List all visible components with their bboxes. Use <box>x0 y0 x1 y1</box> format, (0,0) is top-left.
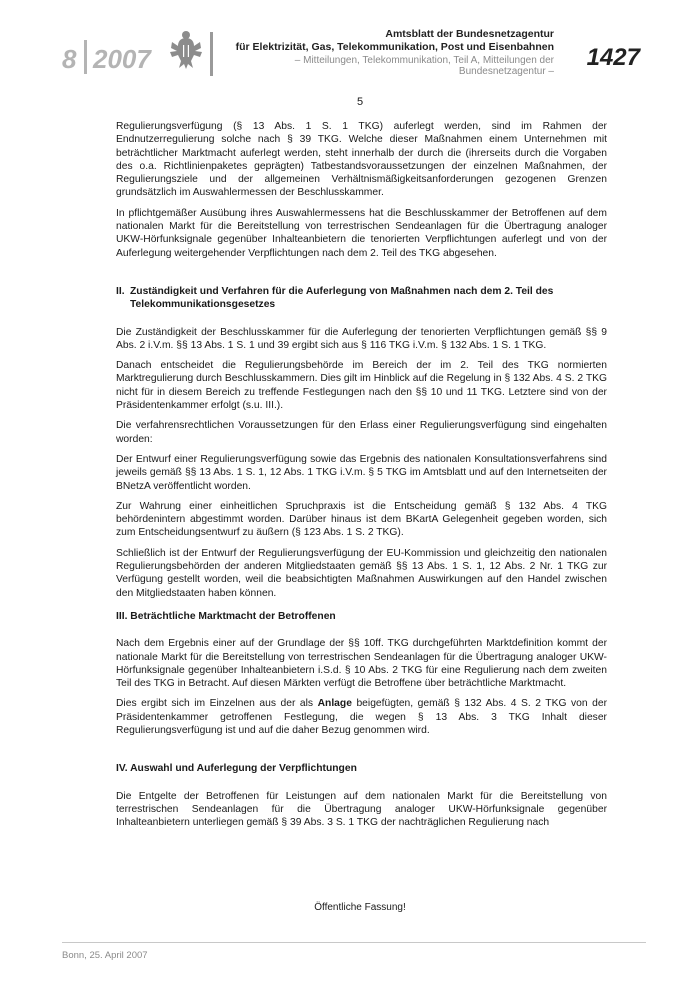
issue-number-value: 8 <box>62 44 77 74</box>
section-heading-iv: IV. Auswahl und Auferlegung der Verpflichtungen <box>116 763 357 775</box>
document-page-number: 5 <box>356 96 364 108</box>
section-heading-iii: III. Beträchtliche Marktmacht der Betroffenen <box>116 610 336 622</box>
paragraph: Die Entgelte der Betroffenen für Leistungen auf dem nationalen Markt für die Bereitstellung von terrestrischen Sendeanlagen für die Übertragung analoger UKW-Hörfunksignale gegenüber Inhalteanbietern unterliegen gemäß § 39 Abs. 3 S. 1 TKG der nachträglichen Regulierung nach <box>116 790 607 829</box>
paragraph: Die verfahrensrechtlichen Voraussetzungen für den Erlass einer Regulierungsverfügung sind eingehalten worden: <box>116 420 607 445</box>
publication-subtitle: – Mitteilungen, Telekommunikation, Teil A, Mitteilungen der Bundesnetzagentur – <box>294 55 554 77</box>
annex-reference: Anlage <box>317 698 352 710</box>
paragraph-part: beigefügten, gemäß § 132 Abs. 4 S. 2 TKG von der Präsidentenkammer getroffenen Festlegung, die wegen § 13 Abs. 3 TKG Inhalt dieser Regulierungsverfügung ist und auf die daher Bezug genommen wird. <box>116 698 607 736</box>
paragraph <box>116 697 607 737</box>
publication-title-line1: Amtsblatt der Bundesnetzagentur <box>385 28 554 40</box>
issue-separator <box>84 40 87 74</box>
issue-year: 2007 <box>93 44 151 74</box>
journal-page-number: 1427 <box>586 44 640 71</box>
paragraph: In pflichtgemäßer Ausübung ihres Auswahlermessens hat die Beschlusskammer der Betroffenen auf dem nationalen Markt für die Bereitstellung von terrestrischen Sendeanlagen für die Übertragung analoger UKW-Hörfunksignale gegenüber Inhalteanbietern die tenorierten Verpflichtungen auferlegt und von der Auferlegung weitergehender Verpflichtungen nach dem 2. Teil des TKG abgesehen. <box>116 207 607 259</box>
paragraph: Zur Wahrung einer einheitlichen Spruchpraxis ist die Entscheidung gemäß § 132 Abs. 4 TKG behördenintern abgestimmt worden. Darüber hinaus ist dem BKartA Gelegenheit gegeben worden, sich zum Entscheidungsentwurf zu äußern (§ 123 Abs. 1 S. 2 TKG). <box>116 500 607 539</box>
paragraph: Regulierungsverfügung (§ 13 Abs. 1 S. 1 TKG) auferlegt werden, sind im Rahmen der Endnutzerregulierung solche nach § 39 TKG. Welche dieser Maßnahmen einem Unternehmen mit beträchtlicher Marktmacht auferlegt werden, steht innerhalb der durch die (ihrerseits durch die Vorgaben des o.a. Richtlinienpaketes geprägten) Tatbestandsvoraussetzungen der einzelnen Maßnahmen, der Regulierungsziele und der allgemeinen Verhältnismäßigkeitsanforderungen gezogenen Grenzen grundsätzlich im Auswahlermessen der Beschlusskammer. <box>116 121 607 199</box>
footer-date: Bonn, 25. April 2007 <box>62 950 148 961</box>
paragraph: Der Entwurf einer Regulierungsverfügung sowie das Ergebnis des nationalen Konsultationsverfahrens sind jeweils gemäß §§ 13 Abs. 1 S. 1, 12 Abs. 1 TKG i.V.m. § 5 TKG im Amtsblatt und auf den Internetseiten der BNetzA veröffentlicht worden. <box>116 453 607 492</box>
paragraph-part: Dies ergibt sich im Einzelnen aus der als <box>116 698 318 710</box>
section-heading-number: II. <box>116 285 125 297</box>
issue-number <box>62 40 151 75</box>
paragraph: Danach entscheidet die Regulierungsbehörde im Bereich der im 2. Teil des TKG normierten Marktregulierung durch Beschlusskammern. Dies gilt im Hinblick auf die Regelung in § 132 Abs. 4 S. 2 TKG nicht für in diesem Bereich zu treffende Festlegungen nach den §§ 10 und 11 TKG. Letztere sind von der Präsidentenkammer erfolgt (s.u. III.). <box>116 360 607 412</box>
document-body <box>116 120 607 836</box>
public-version-note: Öffentliche Fassung! <box>314 902 406 913</box>
header-divider <box>210 32 213 76</box>
publication-title-line2: für Elektrizität, Gas, Telekommunikation, Post und Eisenbahnen <box>235 41 554 53</box>
paragraph: Schließlich ist der Entwurf der Regulierungsverfügung der EU-Kommission und gleichzeitig den nationalen Regulierungsbehörden der anderen Mitgliedstaaten gemäß §§ 13 Abs. 1 S. 1, 12 Abs. 2 Nr. 1 TKG zur Verfügung gestellt worden, weil die beabsichtigten Maßnahmen Auswirkungen auf den Handel zwischen den Mitgliedstaaten haben können. <box>116 547 607 599</box>
federal-eagle-icon <box>168 28 204 72</box>
paragraph: Nach dem Ergebnis einer auf der Grundlage der §§ 10ff. TKG durchgeführten Marktdefinition kommt der nationale Markt für die Bereitstellung von terrestrischen Sendeanlagen für die Übertragung analoger UKW-Hörfunksignale gegenüber Inhalteanbietern i.S.d. § 10 Abs. 2 TKG für eine Regulierung nach dem zweiten Teil des TKG in Betracht. Auf diesen Märkten verfügt die Betroffene über beträchtliche Marktmacht. <box>116 638 607 690</box>
section-heading-text: Zuständigkeit und Verfahren für die Auferlegung von Maßnahmen nach dem 2. Teil des Telekommunikationsgesetzes <box>130 285 554 311</box>
footer-divider <box>62 942 646 943</box>
section-heading-ii <box>116 285 607 312</box>
paragraph: Die Zuständigkeit der Beschlusskammer für die Auferlegung der tenorierten Verpflichtungen gemäß §§ 9 Abs. 2 i.V.m. §§ 13 Abs. 1 S. 1 und 39 ergibt sich aus § 116 TKG i.V.m. § 132 Abs. 1 S. 1 TKG. <box>116 326 607 351</box>
publication-title <box>218 28 554 54</box>
